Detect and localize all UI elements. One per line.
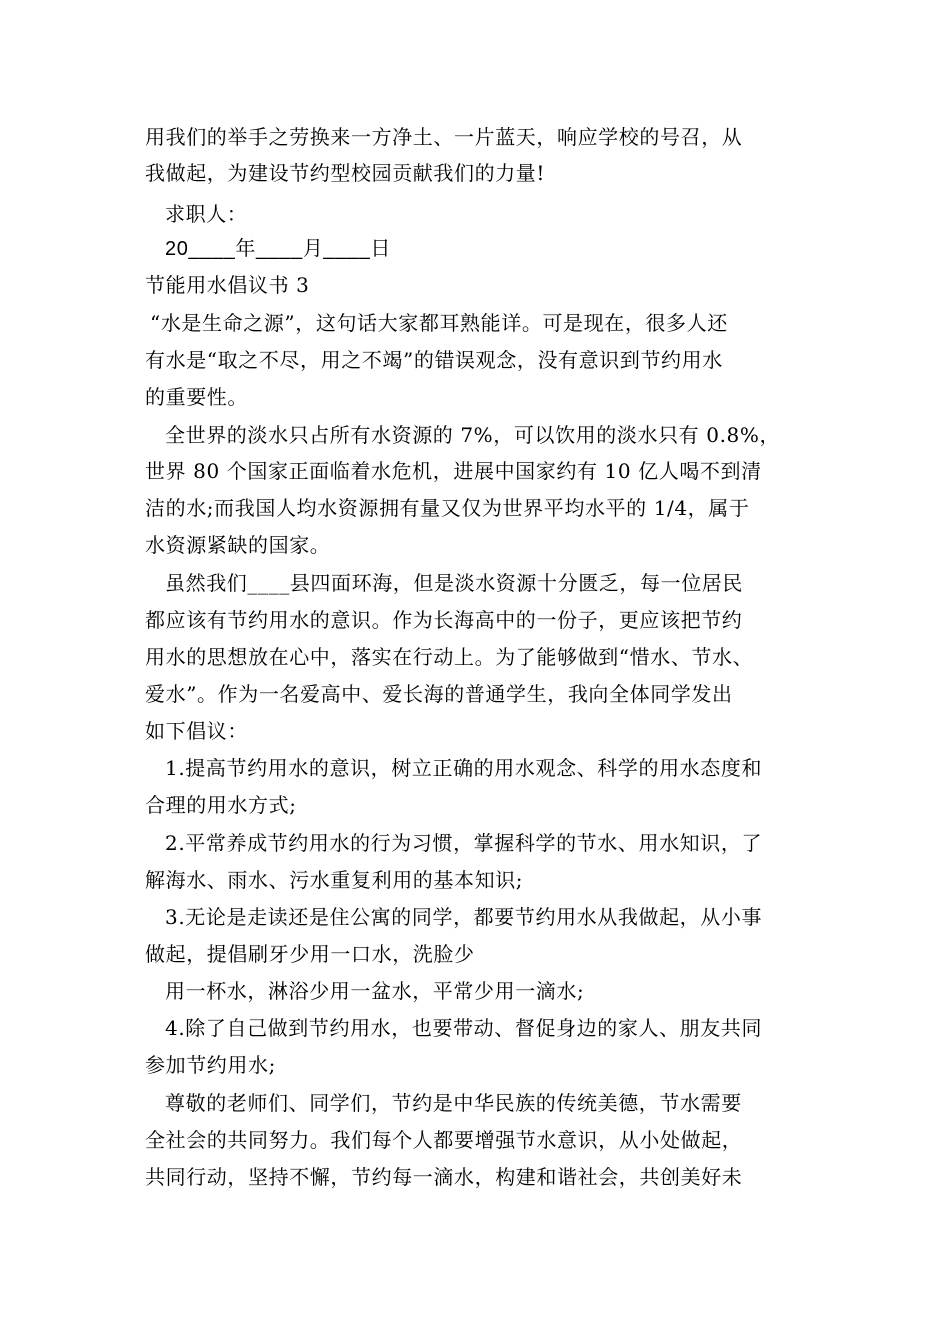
para-closing-line: 尊敬的老师们、同学们，节约是中华民族的传统美德，节水需要 bbox=[165, 1091, 742, 1115]
para-world-water-line: 世界 80 个国家正面临着水危机，进展中国家约有 10 亿人喝不到清 bbox=[145, 459, 762, 483]
para-county-line: 爱水”。作为一名爱高中、爱长海的普通学生，我向全体同学发出 bbox=[145, 682, 733, 706]
para-water-source-line: 有水是“取之不尽，用之不竭”的错误观念，没有意识到节约用水 bbox=[145, 348, 723, 372]
para-county-line: 虽然我们____县四面环海，但是淡水资源十分匮乏，每一位居民 bbox=[165, 571, 743, 595]
date-line: 20____年____月____日 bbox=[165, 238, 391, 260]
item-3-line: 用一杯水，淋浴少用一盆水，平常少用一滴水; bbox=[165, 979, 585, 1003]
item-1-line: 合理的用水方式; bbox=[145, 793, 297, 817]
item-4-line: 4.除了自己做到节约用水，也要带动、督促身边的家人、朋友共同 bbox=[165, 1016, 763, 1040]
section-title: 节能用水倡议书 3 bbox=[145, 273, 310, 297]
intro-line: 我做起，为建设节约型校园贡献我们的力量! bbox=[145, 161, 546, 185]
para-world-water-line: 水资源紧缺的国家。 bbox=[145, 533, 331, 557]
item-1-line: 1.提高节约用水的意识，树立正确的用水观念、科学的用水态度和 bbox=[165, 756, 763, 780]
para-county-line: 如下倡议： bbox=[145, 719, 248, 743]
para-county-line: 都应该有节约用水的意识。作为长海高中的一份子，更应该把节约 bbox=[145, 608, 743, 632]
para-world-water-line: 全世界的淡水只占所有水资源的 7%，可以饮用的淡水只有 0.8%， bbox=[165, 423, 781, 447]
item-3-line: 3.无论是走读还是住公寓的同学，都要节约用水从我做起，从小事 bbox=[165, 905, 763, 929]
para-world-water-line: 洁的水;而我国人均水资源拥有量又仅为世界平均水平的 1/4，属于 bbox=[145, 496, 750, 520]
item-3-line: 做起，提倡刷牙少用一口水，洗脸少 bbox=[145, 942, 475, 966]
item-2-line: 解海水、雨水、污水重复利用的基本知识; bbox=[145, 868, 524, 892]
para-water-source-line: “水是生命之源”，这句话大家都耳熟能详。可是现在，很多人还 bbox=[150, 311, 728, 335]
applicant-label: 求职人： bbox=[165, 202, 248, 226]
item-4-line: 参加节约用水; bbox=[145, 1053, 276, 1077]
para-closing-line: 共同行动，坚持不懈，节约每一滴水，构建和谐社会，共创美好未 bbox=[145, 1165, 743, 1189]
para-closing-line: 全社会的共同努力。我们每个人都要增强节水意识，从小处做起， bbox=[145, 1128, 743, 1152]
intro-line: 用我们的举手之劳换来一方净土、一片蓝天，响应学校的号召，从 bbox=[145, 125, 743, 149]
para-water-source-line: 的重要性。 bbox=[145, 385, 248, 409]
item-2-line: 2.平常养成节约用水的行为习惯，掌握科学的节水、用水知识，了 bbox=[165, 831, 763, 855]
para-county-line: 用水的思想放在心中，落实在行动上。为了能够做到“惜水、节水、 bbox=[145, 645, 754, 669]
